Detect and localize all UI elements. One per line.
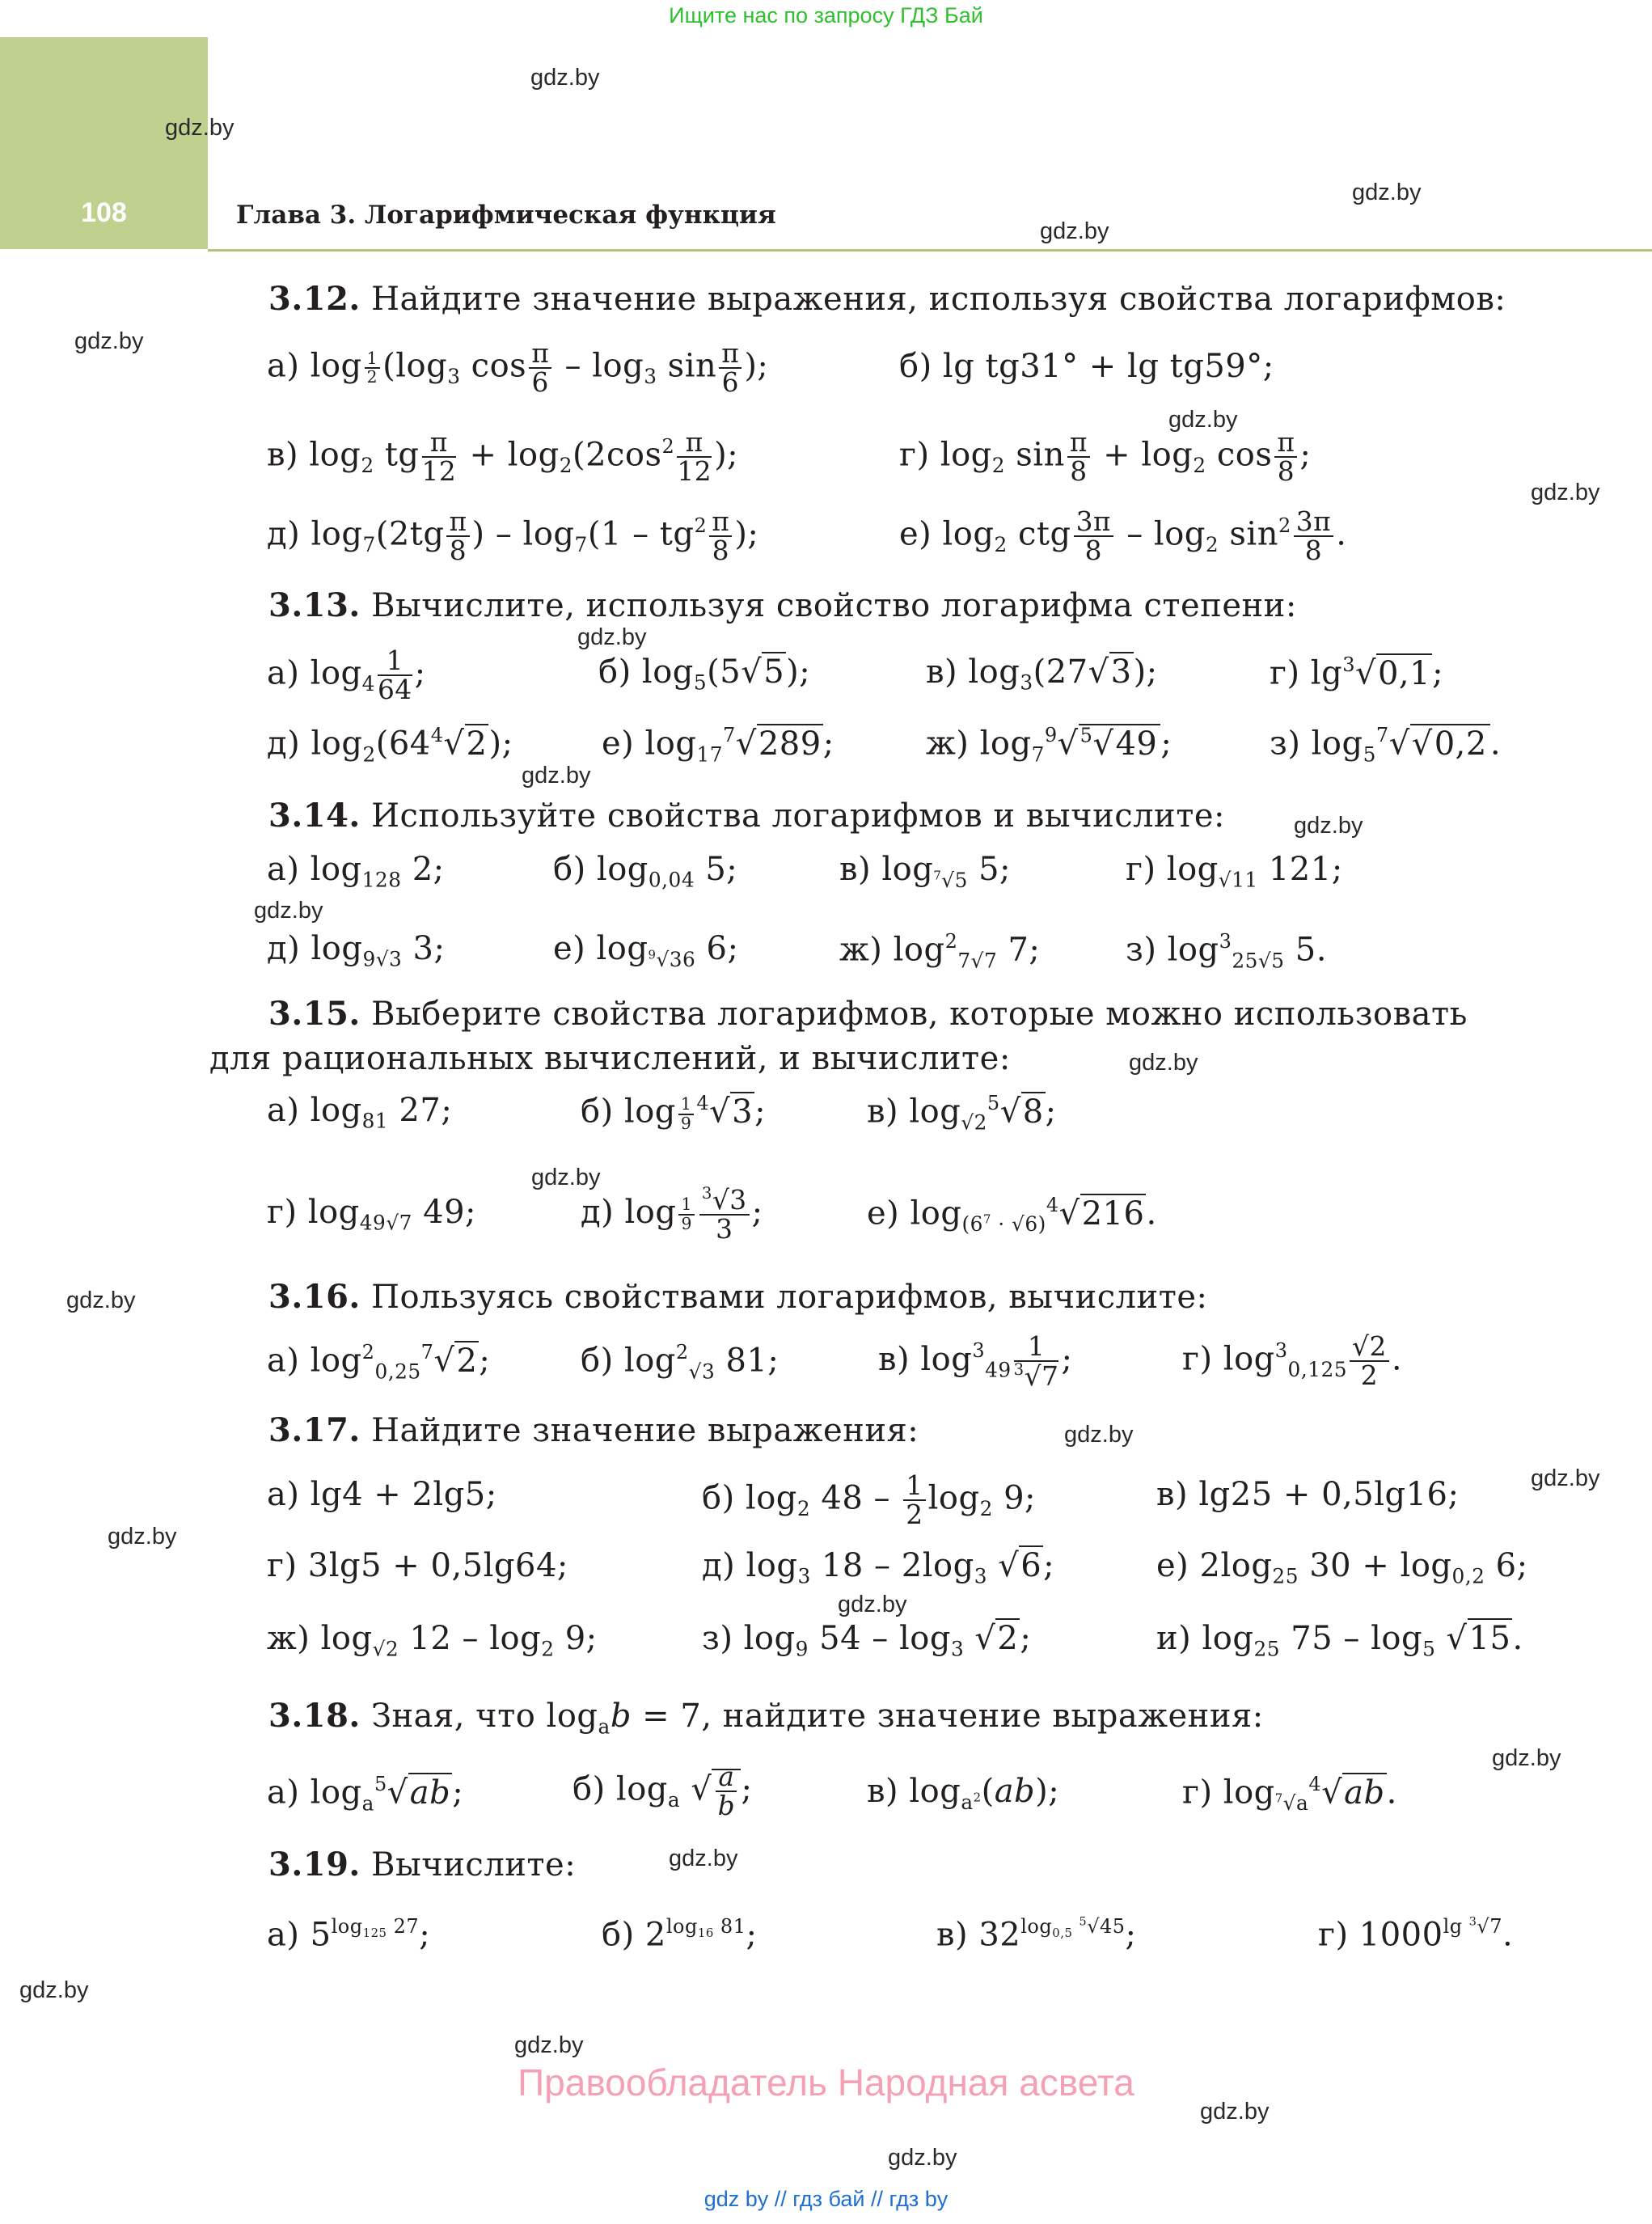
watermark: gdz.by: [165, 115, 234, 141]
problem-3-14-a: а) $\log_{128} 2$;: [267, 851, 445, 892]
problem-number: 3.19.: [268, 1846, 361, 1884]
problem-3-19-a: а) $5^{log_{125} 27}$;: [267, 1915, 431, 1954]
watermark: gdz.by: [522, 763, 591, 789]
problem-3-12-b: б) lg tg31° + lg tg59°;: [899, 348, 1274, 385]
problem-3-14-zh: ж) $\log^2_{7√7} 7$;: [839, 930, 1041, 973]
problem-3-18-g: г) $\log_{^7√a}^4√ab$.: [1182, 1773, 1397, 1816]
problem-3-14-g: г) $\log_{√11} 121$;: [1126, 851, 1343, 892]
problem-number: 3.16.: [268, 1278, 361, 1316]
problem-number: 3.15.: [268, 995, 361, 1033]
problem-number: 3.18.: [268, 1697, 361, 1735]
problem-3-18-heading: [268, 1697, 1264, 1739]
footer-links[interactable]: gdz by // гдз бай // гдз by: [703, 2187, 949, 2211]
problem-3-17-a: а) lg4 + 2lg5;: [267, 1476, 497, 1513]
problem-3-18-a: а) $\log_a^5√ab$;: [267, 1773, 464, 1816]
problem-3-13-g: г) $\lg^3√0,1$;: [1270, 653, 1444, 692]
watermark: gdz.by: [19, 1977, 89, 2003]
copyright-notice: Правообладатель Народная асвета: [518, 2061, 1134, 2103]
problem-3-17-e: е) $2\log_{25}$ $30 + \log_{0,2} 6$;: [1156, 1547, 1528, 1588]
problem-3-13-b: б) $\log_5(5√5)$;: [598, 653, 811, 695]
watermark: gdz.by: [577, 624, 647, 650]
problem-number: 3.17.: [268, 1411, 361, 1449]
problem-text: Пользуясь свойствами логарифмов, вычислите:: [371, 1279, 1208, 1316]
watermark: gdz.by: [1200, 2099, 1270, 2125]
problem-text: Вычислите, используя свойство логарифма степени:: [371, 587, 1297, 624]
problem-3-14-v: в) $\log_{^7√5} 5$;: [839, 851, 1012, 892]
problem-3-17-heading: [268, 1411, 919, 1449]
problem-text: Найдите значение выражения, используя свойства логарифмов:: [371, 281, 1506, 318]
watermark: gdz.by: [514, 2032, 584, 2058]
watermark: gdz.by: [1064, 1422, 1134, 1448]
problem-3-13-zh: ж) $\log_7^9√^5√49$ ;: [926, 724, 1172, 767]
problem-text: Вычислите:: [371, 1846, 577, 1884]
problem-3-16-v: в) $\log^3_{49}$ $\frac{1}{^3√7}$ ;: [878, 1331, 1073, 1393]
problem-number: 3.12.: [268, 280, 361, 318]
watermark: gdz.by: [108, 1524, 177, 1550]
problem-3-17-b: б) $\log_2 48$ – $\frac{1}{2}$ $\log_2 9$;: [702, 1470, 1036, 1531]
problem-3-17-v: в) lg25 + 0,5lg16;: [1156, 1476, 1460, 1513]
problem-3-15-g: г) $\log_{49√7} 49$;: [267, 1194, 476, 1235]
problem-3-18-b: б) $\log_a$ √ $\frac{a}{b}$ ;: [572, 1761, 753, 1822]
problem-3-12-d: д) $\log_7(2tg$ $\frac{\pi}{8}$ ) – $\log_7(1 - tg^2$ $\frac{\pi}{8}$ );: [267, 506, 759, 567]
problem-3-15-v: в) $\log_{√2}^5√8$;: [867, 1092, 1057, 1135]
watermark: gdz.by: [1168, 407, 1238, 433]
problem-3-12-a: а) log $\frac{1}{2}$ ($\log_3$ cos $\frac{\pi}{6}$ – $\log_3 \sin$ $\frac{\pi}{6}$ );: [267, 338, 769, 399]
problem-3-18-v: в) $\log_{a^2}(ab)$;: [867, 1773, 1060, 1814]
problem-3-15-d: д) log $\frac{1}{9}$ $\frac{^3√3}{3}$ ;: [581, 1184, 763, 1245]
problem-3-16-a: а) $\log^2_{0,25}^7√2$;: [267, 1341, 491, 1384]
problem-3-14-e: е) $\log_{^9√36} 6$;: [553, 930, 739, 971]
problem-3-12-heading: [268, 280, 1506, 318]
problem-3-14-b: б) $\log_{0,04} 5$;: [553, 851, 738, 892]
watermark: gdz.by: [531, 1165, 601, 1190]
problem-3-17-i: и) $\log_{25} 75 - \log_5 √15$.: [1156, 1620, 1523, 1661]
watermark: gdz.by: [1531, 480, 1600, 505]
problem-3-13-v: в) $\log_3(27√3)$;: [926, 653, 1158, 695]
problem-3-16-heading: [268, 1278, 1208, 1316]
watermark: gdz.by: [74, 328, 144, 354]
watermark: gdz.by: [1129, 1050, 1198, 1076]
problem-3-13-heading: [268, 586, 1297, 624]
watermark: gdz.by: [254, 898, 323, 924]
problem-3-19-v: в) $32^{log_{0,5} ^5√45}$;: [936, 1915, 1137, 1954]
watermark: gdz.by: [1352, 180, 1422, 205]
problem-number: 3.14.: [268, 797, 361, 835]
problem-3-17-d: д) $\log_3 18 - 2\log_3$ √6;: [702, 1547, 1055, 1588]
problem-3-19-heading: [268, 1846, 576, 1884]
watermark: gdz.by: [1531, 1465, 1600, 1491]
problem-3-17-z: з) $\log_9 54 - \log_3 √2$;: [702, 1620, 1032, 1661]
problem-3-17-g: г) 3lg5 + 0,5lg64;: [267, 1547, 568, 1584]
problem-3-12-v: в) $\log_2$ tg $\frac{\pi}{12}$ + $\log_2(2\cos^2$ $\frac{\pi}{12}$ );: [267, 427, 739, 488]
page-number: 108: [81, 197, 127, 228]
problem-3-19-b: б) $2^{log_{16} 81}$;: [602, 1915, 758, 1954]
problem-text: Используйте свойства логарифмов и вычислите:: [371, 797, 1225, 835]
problem-3-13-e: е) $\log_{17}^7√289$;: [602, 724, 834, 767]
problem-3-12-g: г) $\log_2 \sin$ $\frac{\pi}{8}$ + $\log_2 \cos$ $\frac{\pi}{8}$ ;: [899, 427, 1312, 488]
chapter-title: Глава 3. Логарифмическая функция: [236, 201, 776, 230]
watermark: gdz.by: [888, 2145, 957, 2171]
watermark: gdz.by: [1492, 1745, 1561, 1771]
problem-3-16-b: б) $\log^2_{√3} 81$;: [581, 1341, 780, 1384]
watermark: gdz.by: [1040, 218, 1109, 244]
header-rule: [208, 249, 1652, 252]
watermark: gdz.by: [838, 1592, 907, 1617]
problem-3-12-e: е) $\log_2$ ctg $\frac{3\pi}{8}$ – $\log_2 \sin^2$ $\frac{3\pi}{8}$ .: [899, 506, 1347, 567]
problem-3-13-d: д) $\log_2(64^4√2)$;: [267, 724, 513, 767]
problem-text: Зная, что: [371, 1698, 536, 1735]
watermark: gdz.by: [530, 65, 600, 91]
problem-3-15-text-line2: для рациональных вычислений, и вычислите:: [209, 1040, 1011, 1077]
problem-text: Выберите свойства логарифмов, которые можно использовать: [371, 996, 1468, 1033]
problem-3-17-zh: ж) $\log_{√2} 12 - \log_2 9$;: [267, 1620, 598, 1661]
watermark: gdz.by: [1294, 813, 1363, 839]
watermark: gdz.by: [669, 1846, 738, 1871]
problem-text: найдите значение выражения:: [722, 1698, 1264, 1735]
problem-3-14-d: д) $\log_{9√3} 3$;: [267, 930, 446, 971]
problem-3-19-g: г) $1000^{lg ^3√7}$.: [1318, 1915, 1514, 1954]
problem-number: 3.13.: [268, 586, 361, 624]
problem-text: Найдите значение выражения:: [371, 1412, 919, 1449]
problem-3-14-z: з) $\log^3_{25√5} 5$.: [1126, 930, 1327, 973]
problem-3-13-a: а) $\log_4$ $\frac{1}{64}$ ;: [267, 645, 426, 706]
problem-3-16-g: г) $\log^3_{0,125}$ $\frac{√2}{2}$ .: [1182, 1331, 1403, 1392]
problem-3-13-z: з) $\log_5^7√√0,2$ .: [1270, 724, 1502, 767]
watermark: gdz.by: [66, 1287, 136, 1313]
problem-3-15-e: е) $\log_{(6^7 \cdot √6)}^4√216$.: [867, 1194, 1157, 1237]
problem-condition: $\log_ab = 7$,: [546, 1698, 712, 1739]
problem-3-15-a: а) $\log_{81} 27$;: [267, 1092, 453, 1133]
problem-3-14-heading: [268, 797, 1225, 835]
top-banner: Ищите нас по запросу ГДЗ Бай: [669, 3, 983, 27]
problem-3-15-b: б) log $\frac{1}{9}$ $^4$√3;: [581, 1092, 767, 1133]
problem-3-15-heading: [268, 995, 1468, 1033]
